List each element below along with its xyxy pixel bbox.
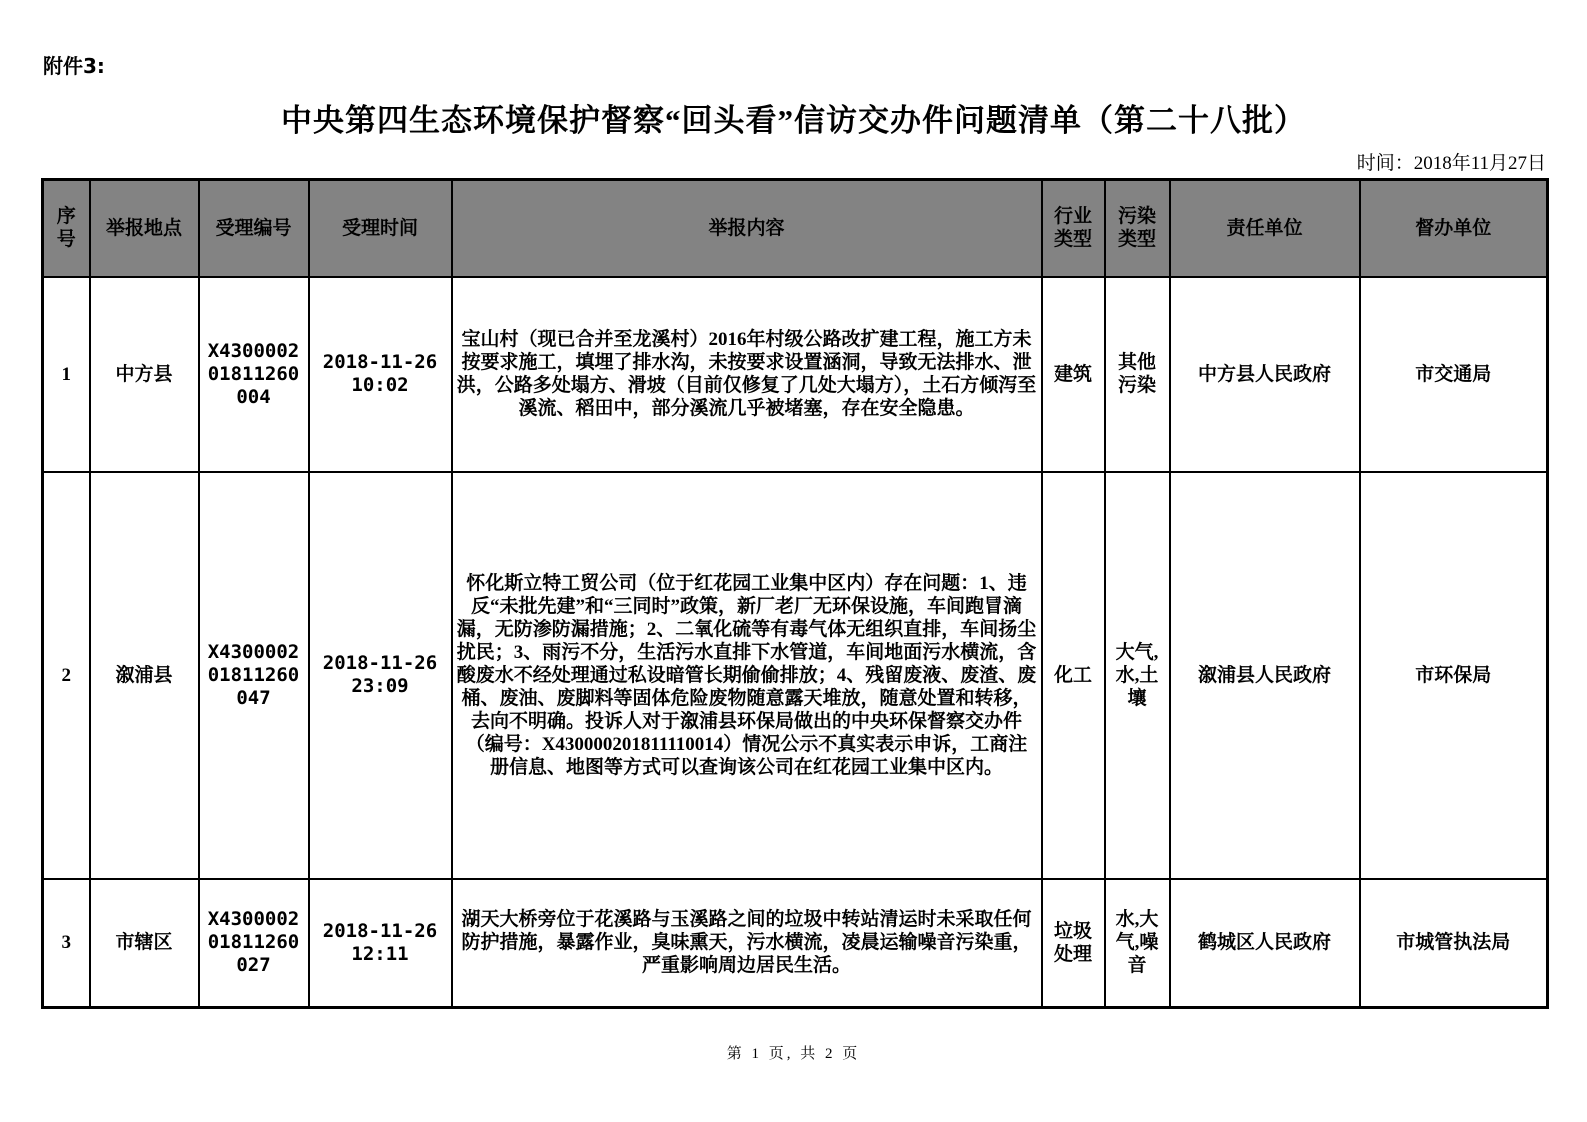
time-cell: 2018-11-26 12:11 [309, 879, 452, 1008]
industry-cell: 垃圾处理 [1042, 879, 1105, 1008]
table-row [43, 879, 1548, 1008]
column-header-industry: 行业类型 [1042, 180, 1105, 277]
supervising-unit-cell: 市环保局 [1360, 472, 1548, 879]
complaints-table [41, 178, 1549, 1009]
supervising-unit-cell: 市交通局 [1360, 277, 1548, 472]
responsible-unit-cell: 溆浦县人民政府 [1170, 472, 1360, 879]
seq-cell: 1 [43, 277, 90, 472]
column-header-responsible: 责任单位 [1170, 180, 1360, 277]
page-number-footer: 第 1 页, 共 2 页 [726, 1046, 861, 1062]
content-cell: 怀化斯立特工贸公司（位于红花园工业集中区内）存在问题：1、违反“未批先建”和“三同时”政策，新厂老厂无环保设施，车间跑冒滴漏，无防渗防漏措施；2、二氧化硫等有毒气体无组织直排，车间扬尘扰民；3、雨污不分，生活污水直排下水管道，车间地面污水横流，含酸废水不经处理通过私设暗管长期偷偷排放；4、残留废液、废渣、废桶、废油、废脚料等固体危险废物随意露天堆放，随意处置和转移，去向不明确。投诉人对于溆浦县环保局做出的中央环保督察交办件（编号：X430000201811110014）情况公示不真实表示申诉，工商注册信息、地图等方式可以查询该公司在红花园工业集中区内。 [452, 472, 1042, 879]
time-cell: 2018-11-26 23:09 [309, 472, 452, 879]
industry-cell: 化工 [1042, 472, 1105, 879]
content-cell: 宝山村（现已合并至龙溪村）2016年村级公路改扩建工程，施工方未按要求施工，填埋了排水沟，未按要求设置涵洞，导致无法排水、泄洪，公路多处塌方、滑坡（目前仅修复了几处大塌方），土石方倾泻至溪流、稻田中，部分溪流几乎被堵塞，存在安全隐患。 [452, 277, 1042, 472]
column-header-supervising: 督办单位 [1360, 180, 1548, 277]
content-cell: 湖天大桥旁位于花溪路与玉溪路之间的垃圾中转站清运时未采取任何防护措施，暴露作业，臭味熏天，污水横流，凌晨运输噪音污染重，严重影响周边居民生活。 [452, 879, 1042, 1008]
column-header-pollution: 污染类型 [1105, 180, 1170, 277]
industry-cell: 建筑 [1042, 277, 1105, 472]
location-cell: 中方县 [90, 277, 199, 472]
seq-cell: 3 [43, 879, 90, 1008]
responsible-unit-cell: 鹤城区人民政府 [1170, 879, 1360, 1008]
caseno-cell: X430000201811260047 [199, 472, 309, 879]
location-cell: 市辖区 [90, 879, 199, 1008]
seq-cell: 2 [43, 472, 90, 879]
pollution-cell: 其他污染 [1105, 277, 1170, 472]
table-row [43, 472, 1548, 879]
caseno-cell: X430000201811260027 [199, 879, 309, 1008]
table-header-row [43, 180, 1548, 277]
pollution-cell: 大气,水,土壤 [1105, 472, 1170, 879]
supervising-unit-cell: 市城管执法局 [1360, 879, 1548, 1008]
time-cell: 2018-11-26 10:02 [309, 277, 452, 472]
column-header-location: 举报地点 [90, 180, 199, 277]
column-header-content: 举报内容 [452, 180, 1042, 277]
date-label: 时间：2018年11月27日 [1356, 153, 1546, 174]
table-row [43, 277, 1548, 472]
caseno-cell: X430000201811260004 [199, 277, 309, 472]
column-header-caseno: 受理编号 [199, 180, 309, 277]
attachment-label: 附件3: [43, 54, 105, 78]
responsible-unit-cell: 中方县人民政府 [1170, 277, 1360, 472]
location-cell: 溆浦县 [90, 472, 199, 879]
page-title: 中央第四生态环境保护督察“回头看”信访交办件问题清单（第二十八批） [281, 103, 1306, 138]
column-header-seq: 序号 [43, 180, 90, 277]
pollution-cell: 水,大气,噪音 [1105, 879, 1170, 1008]
column-header-time: 受理时间 [309, 180, 452, 277]
